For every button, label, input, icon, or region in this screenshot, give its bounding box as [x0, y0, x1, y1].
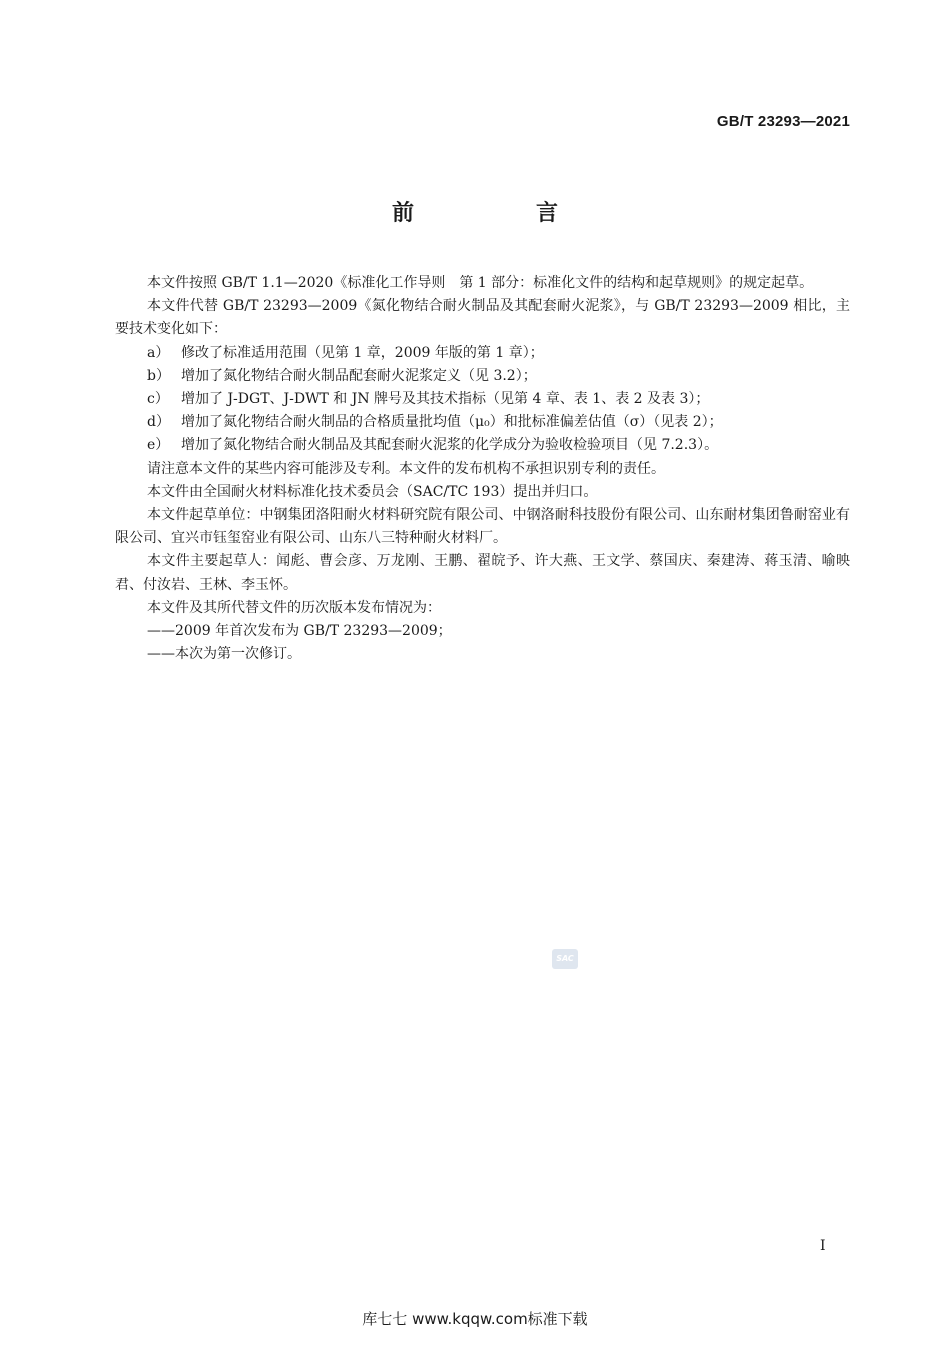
sac-watermark-icon: SAC — [552, 949, 578, 969]
list-text: 增加了氮化物结合耐火制品的合格质量批均值（μ₀）和批标准偏差估值（σ）（见表 2）； — [181, 414, 723, 431]
list-item — [115, 365, 850, 388]
download-footer: 库七七 www.kqqw.com标准下载 — [362, 1310, 588, 1328]
drafting-units-paragraph: 本文件起草单位：中钢集团洛阳耐火材料研究院有限公司、中钢洛耐科技股份有限公司、山东耐材集团鲁耐窑业有限公司、宜兴市钰玺窑业有限公司、山东八三特种耐火材料厂。 — [115, 507, 850, 547]
history-item: ——本次为第一次修订。 — [147, 646, 301, 663]
list-text: 增加了氮化物结合耐火制品配套耐火泥浆定义（见 3.2）； — [181, 367, 537, 384]
list-item — [115, 434, 850, 457]
document-body — [115, 272, 850, 666]
list-marker: a） — [147, 344, 170, 361]
list-text: 增加了 J-DGT、J-DWT 和 JN 牌号及其技术指标（见第 4 章、表 1、表 2 及表 3）； — [181, 391, 710, 408]
list-marker: e） — [147, 437, 170, 454]
proposer-paragraph: 本文件由全国耐火材料标准化技术委员会（SAC/TC 193）提出并归口。 — [147, 483, 598, 500]
list-item — [115, 411, 850, 434]
list-marker: d） — [147, 414, 170, 431]
list-item — [115, 342, 850, 365]
list-text: 修改了标准适用范围（见第 1 章，2009 年版的第 1 章）； — [181, 344, 544, 361]
list-marker: b） — [147, 367, 170, 384]
drafters-paragraph: 本文件主要起草人：闻彪、曹会彦、万龙刚、王鹏、翟皖予、许大燕、王文学、蔡国庆、秦建涛、蒋玉清、喻映君、付汝岩、王林、李玉怀。 — [115, 553, 850, 593]
list-marker: c） — [147, 391, 169, 408]
list-text: 增加了氮化物结合耐火制品及其配套耐火泥浆的化学成分为验收检验项目（见 7.2.3）。 — [181, 437, 719, 454]
replacement-paragraph: 本文件代替 GB/T 23293—2009《氮化物结合耐火制品及其配套耐火泥浆》，与 GB/T 23293—2009 相比，主要技术变化如下： — [115, 298, 850, 338]
history-item: ——2009 年首次发布为 GB/T 23293—2009； — [147, 623, 452, 640]
page-title: 前 言 — [391, 201, 608, 226]
patent-notice: 请注意本文件的某些内容可能涉及专利。本文件的发布机构不承担识别专利的责任。 — [147, 460, 665, 477]
drafting-rules-paragraph: 本文件按照 GB/T 1.1—2020《标准化工作导则 第 1 部分：标准化文件的结构和起草规则》的规定起草。 — [147, 275, 814, 291]
history-intro: 本文件及其所代替文件的历次版本发布情况为： — [147, 599, 441, 616]
list-item — [115, 388, 850, 411]
page-number: I — [820, 1238, 826, 1254]
standard-code: GB/T 23293—2021 — [716, 113, 850, 130]
